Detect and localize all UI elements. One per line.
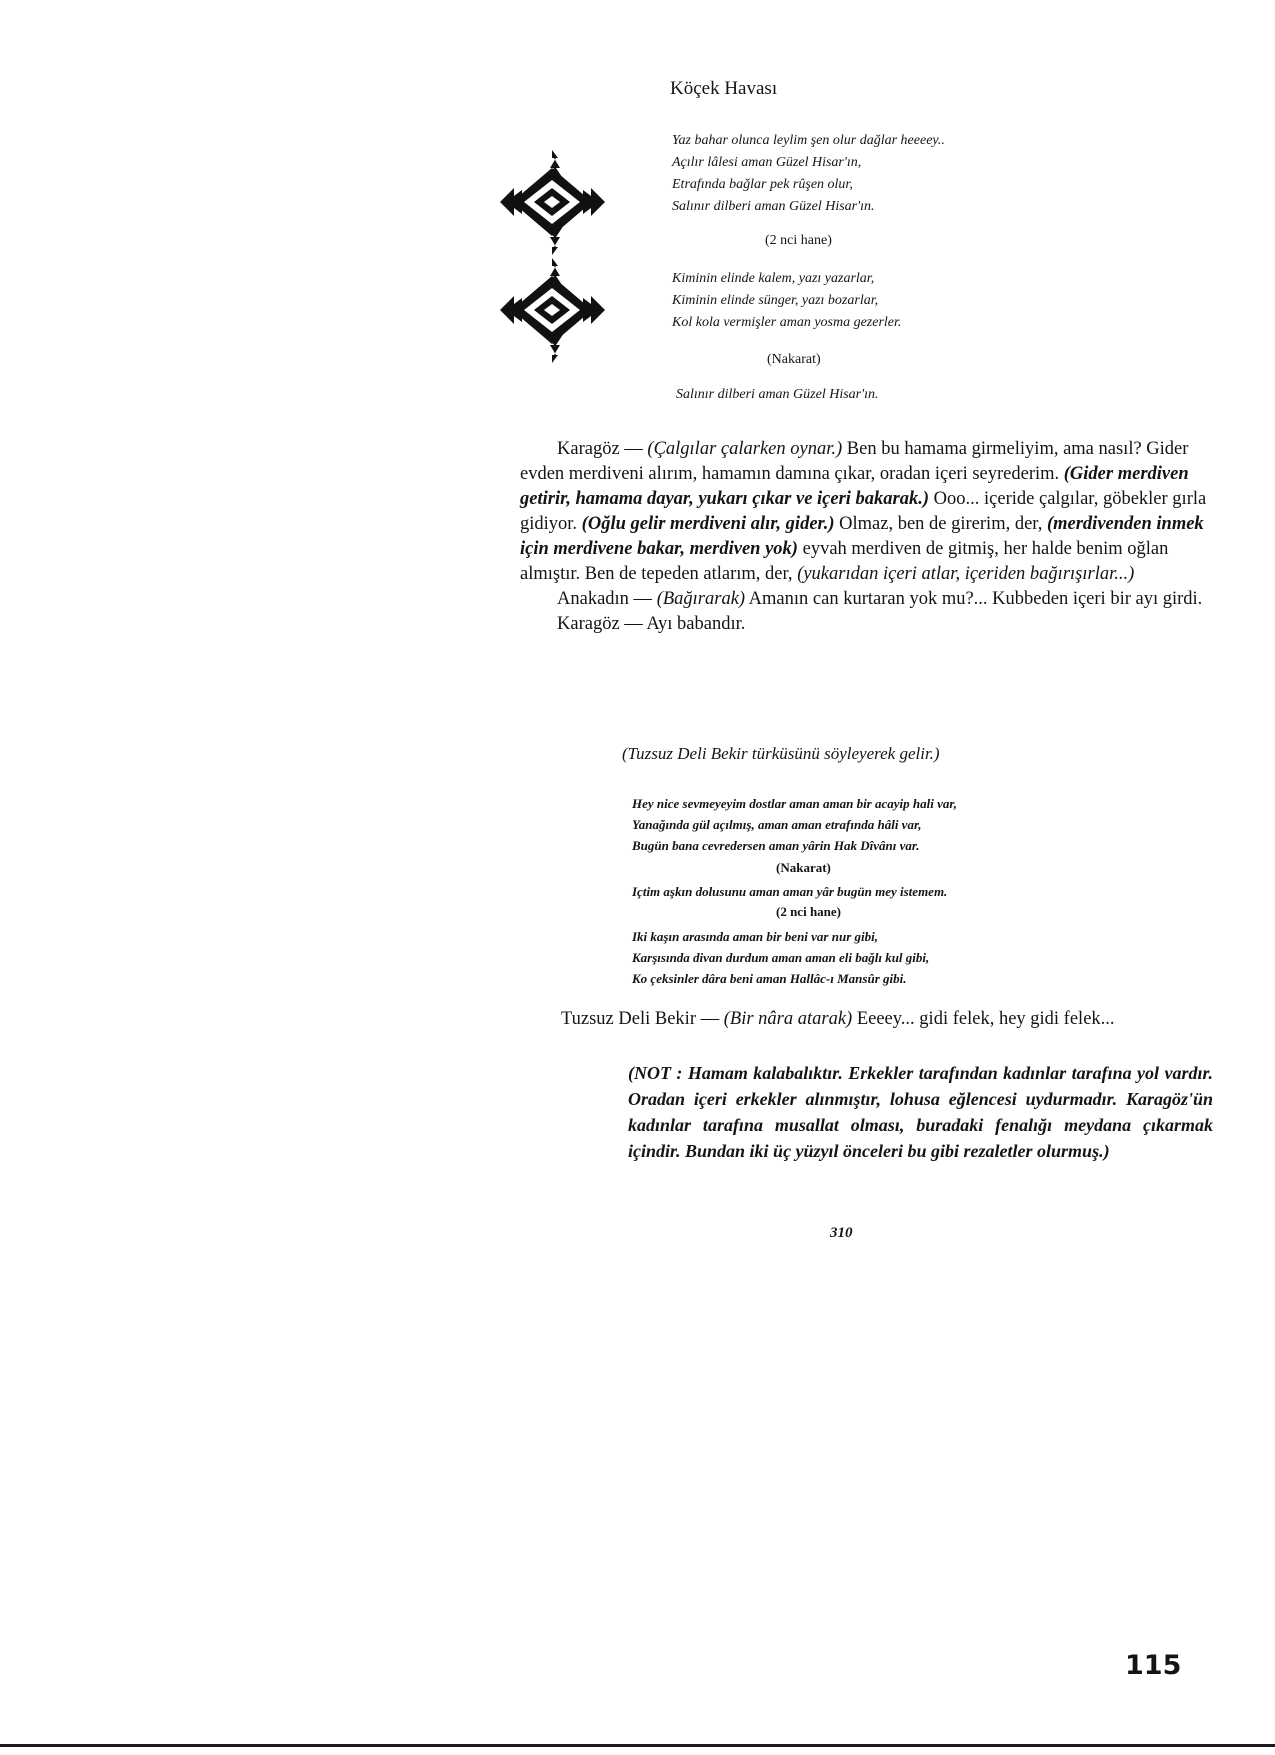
dialogue-text: eyvah merdiven de gitmiş, her halde benim oğlan almıştır. Ben de tepeden atlarım, der, xyxy=(520,539,1169,584)
stage-direction: (yukarıdan içeri atlar, içeriden bağırışırlar...) xyxy=(797,564,1135,584)
song2-refrain: Içtim aşkın dolusunu aman aman yâr bugün mey istemem. xyxy=(632,884,948,899)
stage-direction-entrance: (Tuzsuz Deli Bekir türküsünü söyleyerek gelir.) xyxy=(622,744,940,763)
author-note: (NOT : Hamam kalabalıktır. Erkekler tarafından kadınlar tarafına yol vardır. Oradan içeri erkekler alınmıştır, lohusa eğlencesi uydurmadır. Karagöz'ün kadınlar tarafına musallat olması, buradaki fenalığı meydana çıkarmak içindir. Bundan iki üç yüzyıl önceleri bu gibi rezaletler olurmuş.) xyxy=(628,1063,1213,1161)
song2-hane-label: (2 nci hane) xyxy=(776,904,841,919)
kilim-motif-top xyxy=(500,150,605,255)
dialogue-text: Olmaz, ben de girerim, der, xyxy=(834,514,1047,534)
verse-line: Bugün bana cevredersen aman yârin Hak Dîvânı var. xyxy=(632,838,920,853)
verse-line: Açılır lâlesi aman Güzel Hisar'ın, xyxy=(672,155,862,170)
paragraph-anakadin xyxy=(520,587,1210,612)
song1-refrain: Salınır dilberi aman Güzel Hisar'ın. xyxy=(676,387,879,402)
paragraph-karagoz-reply: Karagöz — Ayı babandır. xyxy=(557,614,746,634)
paragraph-tuzsuz xyxy=(524,1007,1214,1032)
kilim-motif-bottom xyxy=(500,258,605,363)
stage-direction: (Oğlu gelir merdiveni alır, gider.) xyxy=(581,514,835,534)
verse-line: Yaz bahar olunca leylim şen olur dağlar heeeey.. xyxy=(672,133,945,148)
song1-stanza1 xyxy=(672,130,945,218)
paragraph-karagoz xyxy=(520,437,1210,587)
verse-line: Etrafında bağlar pek rûşen olur, xyxy=(672,177,853,192)
stage-direction: (Bir nâra atarak) xyxy=(723,1009,853,1029)
song2-stanza1 xyxy=(632,793,957,856)
verse-line: Hey nice sevmeyeyim dostlar aman aman bir acayip hali var, xyxy=(632,796,957,811)
verse-line: Kiminin elinde sünger, yazı bozarlar, xyxy=(672,293,879,308)
verse-line: Karşısında divan durdum aman aman eli bağlı kul gibi, xyxy=(632,950,930,965)
verse-line: Kiminin elinde kalem, yazı yazarlar, xyxy=(672,271,875,286)
verse-line: Ko çeksinler dâra beni aman Hallâc-ı Mansûr gibi. xyxy=(632,971,907,986)
verse-line: Yanağında gül açılmış, aman aman etrafında hâli var, xyxy=(632,817,922,832)
stage-direction: (Bağırarak) xyxy=(656,589,746,609)
page-number: 310 xyxy=(830,1225,853,1241)
speaker-name: Tuzsuz Deli Bekir — xyxy=(561,1009,724,1029)
speaker-name: Karagöz — xyxy=(557,439,648,459)
dialogue-text: Eeeey... gidi felek, hey gidi felek... xyxy=(852,1009,1115,1029)
dialogue-text: Ooo... içeride çalgılar, göbekler gırla gidiyor. xyxy=(520,489,1207,534)
verse-line: Salınır dilberi aman Güzel Hisar'ın. xyxy=(672,199,875,214)
paragraph-text xyxy=(524,1007,1214,1032)
song1-hane-label: (2 nci hane) xyxy=(765,233,832,248)
song1-nakarat-label: (Nakarat) xyxy=(767,352,821,367)
verse-line: Kol kola vermişler aman yosma gezerler. xyxy=(672,315,902,330)
song2-nakarat-label: (Nakarat) xyxy=(776,860,831,875)
stage-direction: (merdivenden inmek için merdivene bakar, merdiven yok) xyxy=(520,514,1204,559)
dialogue-text: Amanın can kurtaran yok mu?... Kubbeden içeri bir ayı girdi. xyxy=(745,589,1203,609)
stage-direction: (Çalgılar çalarken oynar.) xyxy=(647,439,843,459)
stage-direction: (Gider merdiven getirir, hamama dayar, yukarı çıkar ve içeri bakarak.) xyxy=(520,464,1189,509)
handwritten-page-number: 115 xyxy=(1125,1650,1182,1681)
main-prose xyxy=(520,437,1210,637)
dialogue-text: Ben bu hamama girmeliyim, ama nasıl? Gider evden merdiveni alırım, hamamın damına çıkar, oradan içeri seyrederim. xyxy=(520,439,1189,484)
scan-edge-line xyxy=(0,1744,1275,1747)
verse-line: Iki kaşın arasında aman bir beni var nur gibi, xyxy=(632,929,878,944)
song1-stanza2 xyxy=(672,268,901,334)
speaker-name: Anakadın — xyxy=(557,589,657,609)
song-title: Köçek Havası xyxy=(670,78,778,99)
song2-stanza2 xyxy=(632,926,929,989)
